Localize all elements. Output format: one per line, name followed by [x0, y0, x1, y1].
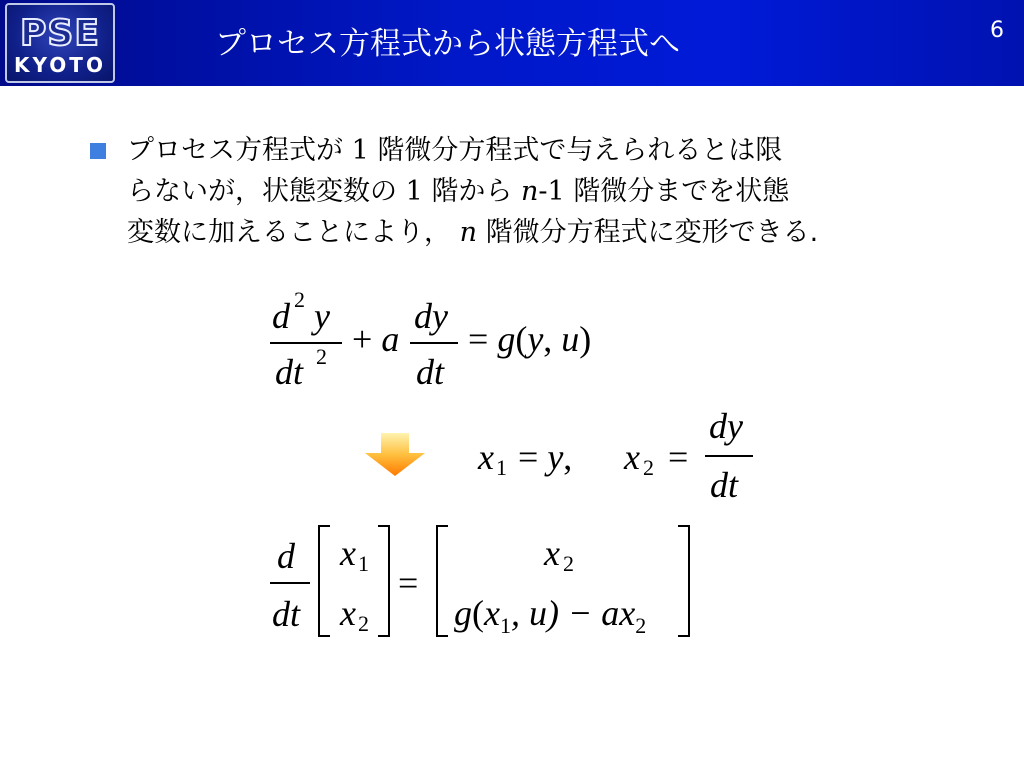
eq1-rhs: = g(y, u)	[468, 319, 592, 359]
eq3-eq: =	[398, 563, 419, 603]
eq1-dt2: dt	[416, 352, 445, 392]
eq3-vx2: x	[340, 593, 356, 633]
rhs-left-bracket	[436, 525, 448, 637]
variable-n: n	[520, 176, 539, 207]
eq3-g: g	[454, 593, 472, 633]
eq3-open: (	[472, 593, 484, 633]
vector-left-bracket	[318, 525, 330, 637]
eq3-vsub2: 2	[358, 611, 369, 636]
eq1-y: y	[314, 296, 330, 336]
eq2-sub1: 1	[496, 455, 507, 480]
eq2-eq: =	[668, 437, 689, 477]
eq2-dy: dy	[709, 406, 743, 446]
eq3-fracbar	[270, 582, 310, 584]
eq3-r1sub: 2	[563, 551, 574, 576]
paragraph-line-3	[127, 212, 927, 253]
eq3-sub2: 2	[635, 613, 647, 639]
vector-right-bracket	[378, 525, 390, 637]
text: プロセス方程式が	[127, 135, 343, 166]
eq3-r1x: x	[544, 533, 560, 573]
paragraph-line-2	[127, 171, 927, 212]
eq3-d: d	[277, 536, 295, 576]
eq3-mid: , u) − ax	[510, 593, 636, 633]
eq3-vsub1: 1	[358, 551, 369, 576]
header-band	[0, 0, 1024, 86]
logo-text-bottom: KYOTO	[14, 53, 106, 77]
eq2-x2: x	[624, 437, 640, 477]
eq1-plus-a: + a	[352, 319, 400, 359]
eq1-d: d	[272, 296, 290, 336]
eq1-fracbar-1	[270, 342, 342, 344]
eq3-row2	[454, 592, 646, 639]
text: 階微分方程式で与えられるとは限	[377, 135, 783, 166]
eq3-sub1: 1	[499, 613, 511, 639]
body-paragraph	[127, 130, 927, 253]
eq1-dy: dy	[414, 296, 448, 336]
eq2-dt: dt	[710, 465, 739, 505]
eq2-fracbar	[705, 455, 753, 457]
text: 階微分までを状態	[573, 176, 790, 207]
page-number: 6	[990, 18, 1004, 43]
eq3-vx1: x	[340, 533, 356, 573]
square-bullet-icon	[90, 143, 106, 159]
paragraph-line-1	[127, 130, 927, 171]
variable-n: n	[459, 217, 477, 248]
number: 1	[351, 135, 369, 166]
eq2-x1: x	[478, 437, 494, 477]
text: 変数に加えることにより，	[127, 217, 451, 248]
eq1-sup-den: 2	[316, 344, 327, 369]
down-arrow-icon	[363, 433, 427, 477]
eq3-dt: dt	[272, 594, 301, 634]
logo-text-top: PSE	[20, 13, 100, 54]
eq3-x: x	[484, 593, 500, 633]
pse-kyoto-logo	[5, 3, 115, 83]
rhs-right-bracket	[678, 525, 690, 637]
eq2-sub2: 2	[643, 455, 654, 480]
text: らないが，状態変数の	[127, 176, 397, 207]
text: 階から	[431, 176, 513, 207]
eq1-sup: 2	[294, 287, 305, 312]
text: 階微分方程式に変形できる.	[485, 217, 819, 248]
slide-title: プロセス方程式から状態方程式へ	[215, 26, 680, 62]
number: -1	[538, 176, 565, 207]
eq1-fracbar-2	[410, 342, 458, 344]
number: 1	[405, 176, 423, 207]
eq1-dt: dt	[275, 352, 304, 392]
eq2-eq-y: = y,	[518, 437, 573, 477]
